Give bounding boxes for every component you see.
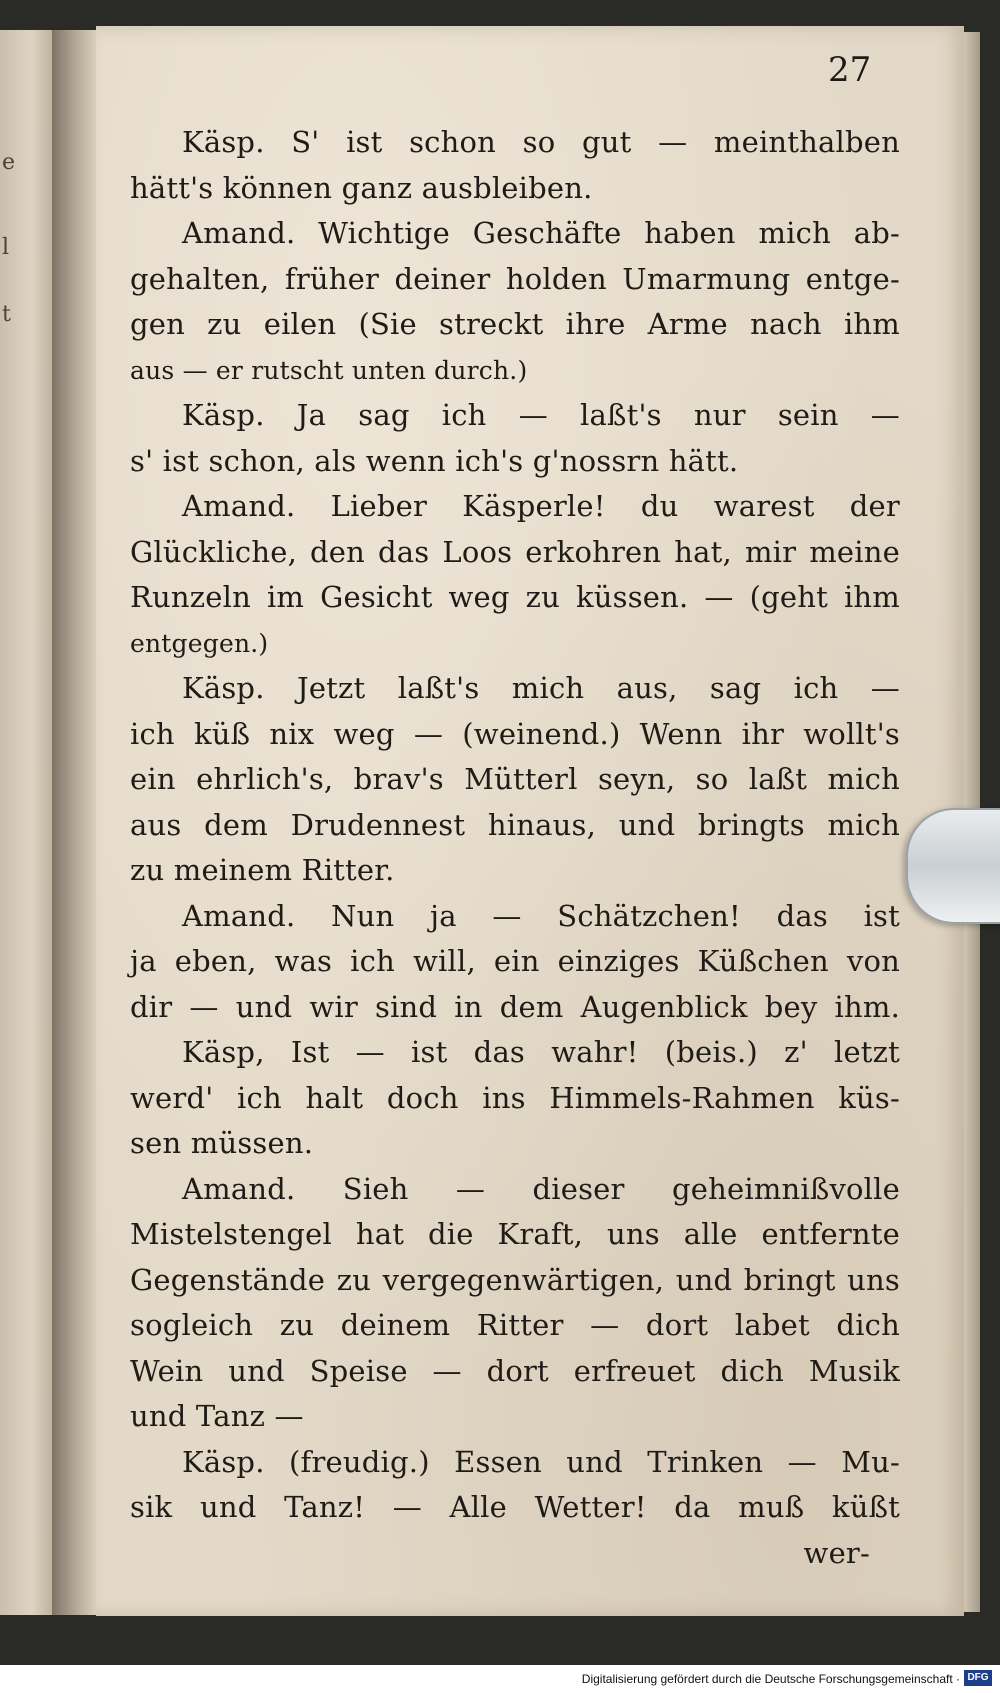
page-clip-tab [906,808,1000,924]
text-line: werd' ich halt doch ins Himmels-Rahmen küs- [130,1080,900,1115]
text-line: ja eben, was ich will, ein einziges Küßchen von [130,944,900,978]
text-line: sik und Tanz! — Alle Wetter! da muß küßt [130,1490,900,1524]
text-line: Mistelstengel hat die Kraft, uns alle entfernte [130,1217,900,1251]
text-line: zu meinem Ritter. [130,853,395,887]
text-line: Käsp. Ja sag ich — laßt's nur sein — [182,398,900,432]
text-line: Amand. Lieber Käsperle! du warest der [182,489,900,523]
text-line: Amand. Sieh — dieser geheimnißvolle [182,1171,900,1206]
text-line: sogleich zu deinem Ritter — dort labet dich [130,1308,900,1342]
dfg-logo-icon: DFG [964,1670,992,1686]
previous-page-fragment: t [2,302,11,327]
text-line: aus — er rutscht unten durch.) [130,355,528,385]
page-number: 27 [828,50,872,90]
previous-page-fragment: l [2,235,10,260]
text-line: Käsp. (freudig.) Essen und Trinken — Mu- [182,1444,900,1479]
text-line: entgegen.) [130,628,269,658]
text-line: Amand. Nun ja — Schätzchen! das ist [182,898,900,933]
page-text [130,120,900,1576]
text-line: gen zu eilen (Sie streckt ihre Arme nach ihm [130,307,900,341]
text-line: Käsp. S' ist schon so gut — meinthalben [182,125,900,159]
text-line: Wein und Speise — dort erfreuet dich Musik [130,1353,900,1388]
text-line: aus dem Drudennest hinaus, und bringts mich [130,807,900,842]
text-line: Runzeln im Gesicht weg zu küssen. — (geht ihm [130,580,900,614]
text-line: dir — und wir sind in dem Augenblick bey ihm. [130,989,900,1024]
text-line: Amand. Wichtige Geschäfte haben mich ab- [182,216,900,250]
catchword: wer- [803,1535,870,1570]
previous-page-edge [0,30,55,1615]
text-line: und Tanz — [130,1399,304,1433]
text-line: hätt's können ganz ausbleiben. [130,170,593,205]
text-line: sen müssen. [130,1126,314,1160]
text-line: Gegenstände zu vergegenwärtigen, und bringt uns [130,1262,900,1297]
text-line: Käsp. Jetzt laßt's mich aus, sag ich — [182,671,900,705]
text-line: s' ist schon, als wenn ich's g'nossrn hätt. [130,443,739,478]
text-line: gehalten, früher deiner holden Umarmung entge- [130,261,900,296]
previous-page-fragment: e [2,150,16,175]
text-line: ich küß nix weg — (weinend.) Wenn ihr wollt's [130,716,900,751]
text-line: ein ehrlich's, brav's Mütterl seyn, so laßt mich [130,762,900,796]
footer-credit: Digitalisierung gefördert durch die Deutsche Forschungsgemeinschaft · [581,1672,960,1686]
book-gutter [52,30,96,1615]
text-line: Glückliche, den das Loos erkohren hat, mir meine [130,534,900,569]
text-line: Käsp, Ist — ist das wahr! (beis.) z' letzt [182,1035,900,1069]
